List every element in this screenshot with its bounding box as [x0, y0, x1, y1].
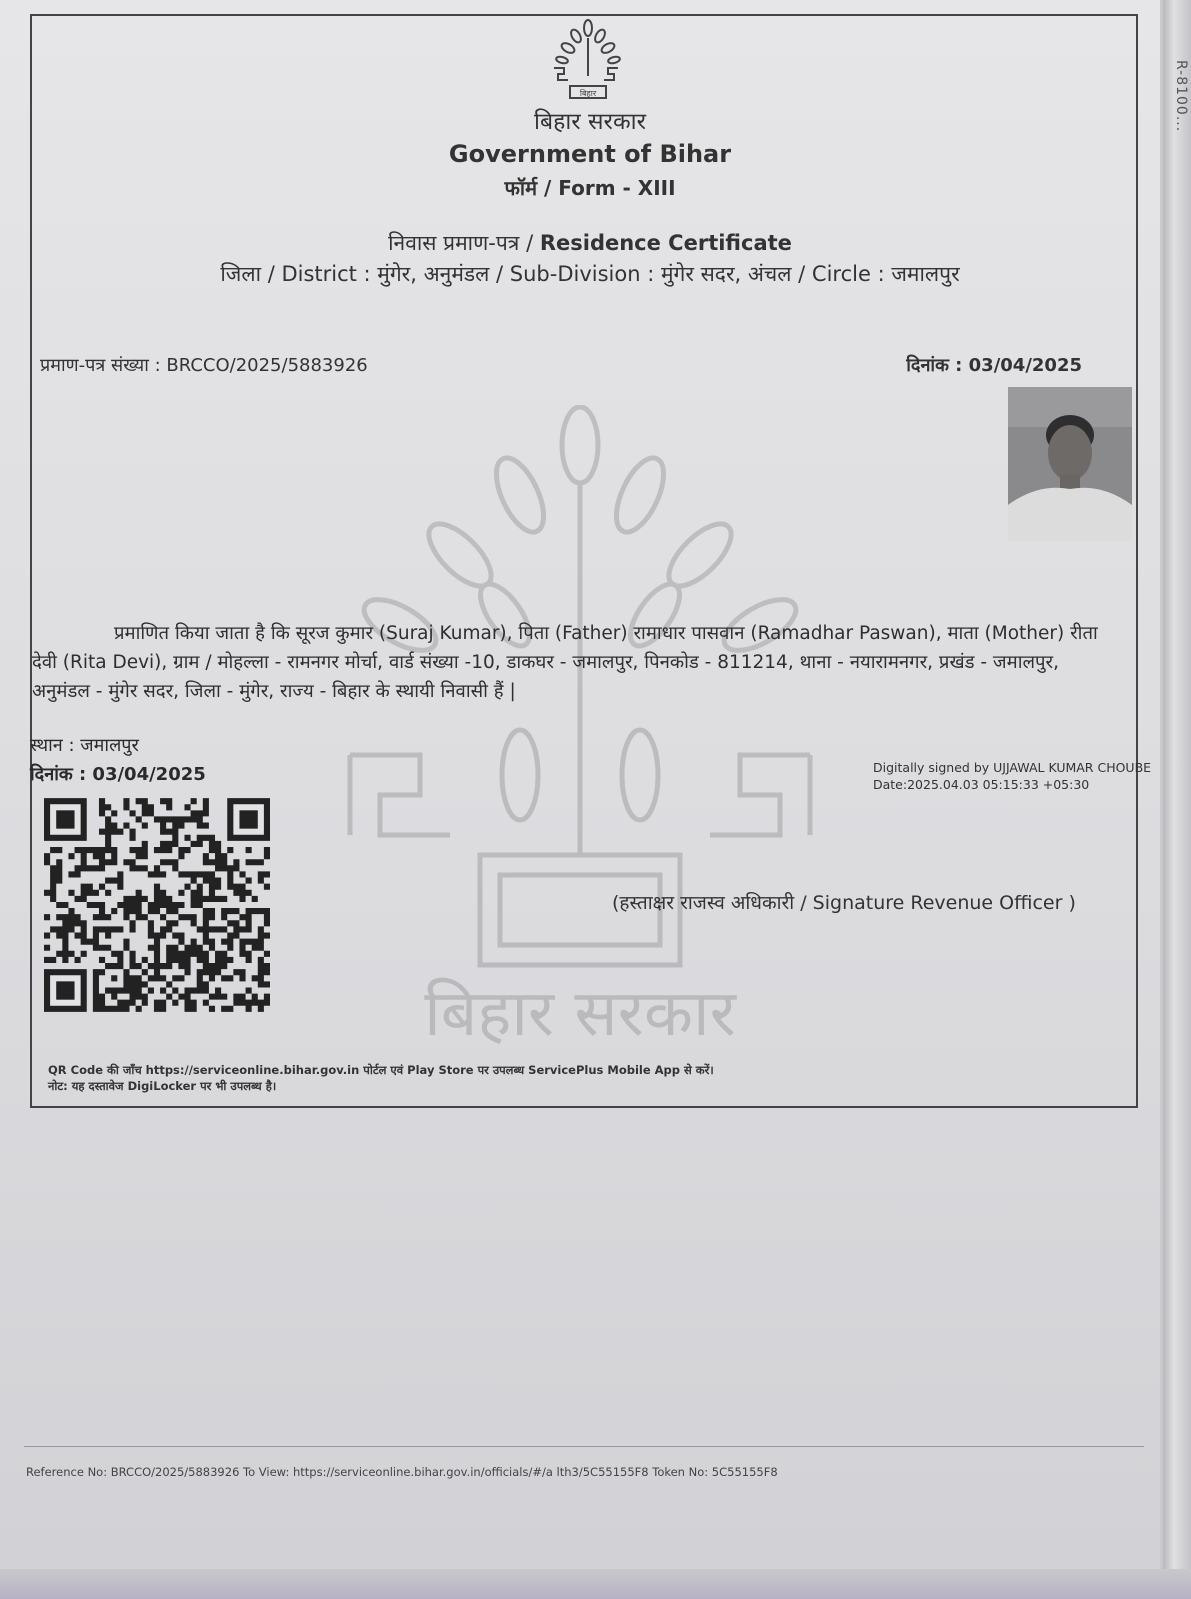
- certificate-number: प्रमाण-पत्र संख्या : BRCCO/2025/5883926: [40, 355, 368, 376]
- bottom-shadow: [0, 1569, 1191, 1599]
- government-title: Government of Bihar: [448, 140, 732, 168]
- adjacent-page-edge: [1163, 0, 1191, 1599]
- jurisdiction-line: जिला / District : मुंगेर, अनुमंडल / Sub-Division : मुंगेर सदर, अंचल / Circle : जमालपुर: [220, 262, 960, 286]
- watermark-emblem: [340, 405, 820, 1055]
- applicant-photo: [1008, 387, 1132, 541]
- digilocker-note: नोट: यह दस्तावेज DigiLocker पर भी उपलब्ध है।: [48, 1079, 277, 1093]
- digital-signature-date: Date:2025.04.03 05:15:33 +05:30: [873, 777, 1090, 792]
- edge-text: R-8100...: [1173, 60, 1189, 133]
- issue-date: दिनांक : 03/04/2025: [30, 764, 206, 785]
- certificate-title-english: Residence Certificate: [539, 231, 792, 255]
- bihar-emblem-logo: [548, 16, 628, 100]
- watermark-text: बिहार सरकार: [424, 977, 736, 1051]
- qr-finder-pattern: [44, 798, 87, 841]
- notes-block: [48, 1062, 714, 1094]
- qr-finder-pattern: [227, 798, 270, 841]
- certificate-body: प्रमाणित किया जाता है कि सूरज कुमार (Suraj Kumar), पिता (Father) रामाधार पासवान (Ramadhar Paswan), माता (Mother) रीता देवी (Rita Devi), ग्राम / मोहल्ला - रामनगर मोर्चा, वार्ड संख्या -10, डाकघर - जमालपुर, पिनकोड - 811214, थाना - नयारामनगर, प्रखंड - जमालपुर, अनुमंडल - मुंगेर सदर, जिला - मुंगेर, राज्य - बिहार के स्थायी निवासी हैं |: [32, 622, 1098, 702]
- form-number: फॉर्म / Form - XIII: [504, 176, 676, 200]
- issue-place: स्थान : जमालपुर: [30, 735, 139, 756]
- signature-label: (हस्ताक्षर राजस्व अधिकारी / Signature Revenue Officer ): [612, 892, 1076, 914]
- certificate-title-hindi: निवास प्रमाण-पत्र: [388, 231, 520, 255]
- certificate-title: [60, 229, 1120, 257]
- footer-divider: [24, 1446, 1144, 1447]
- qr-verification-note: QR Code की जाँच https://serviceonline.bihar.gov.in पोर्टल एवं Play Store पर उपलब्ध ServicePlus Mobile App से करें।: [48, 1063, 714, 1077]
- digital-signature-block: [873, 759, 1151, 793]
- verification-qr-code: [44, 797, 270, 1013]
- state-name-hindi: बिहार सरकार: [534, 109, 646, 135]
- qr-finder-pattern: [44, 969, 87, 1012]
- title-separator: /: [519, 231, 540, 255]
- reference-footer: Reference No: BRCCO/2025/5883926 To View: https://serviceonline.bihar.gov.in/officials/#/a lth3/5C55155F8 Token No: 5C55155F8: [26, 1465, 778, 1479]
- svg-text:बिहार: बिहार: [579, 89, 597, 98]
- digital-signature-signer: Digitally signed by UJJAWAL KUMAR CHOUBE: [873, 760, 1152, 775]
- certificate-date: दिनांक : 03/04/2025: [906, 355, 1082, 376]
